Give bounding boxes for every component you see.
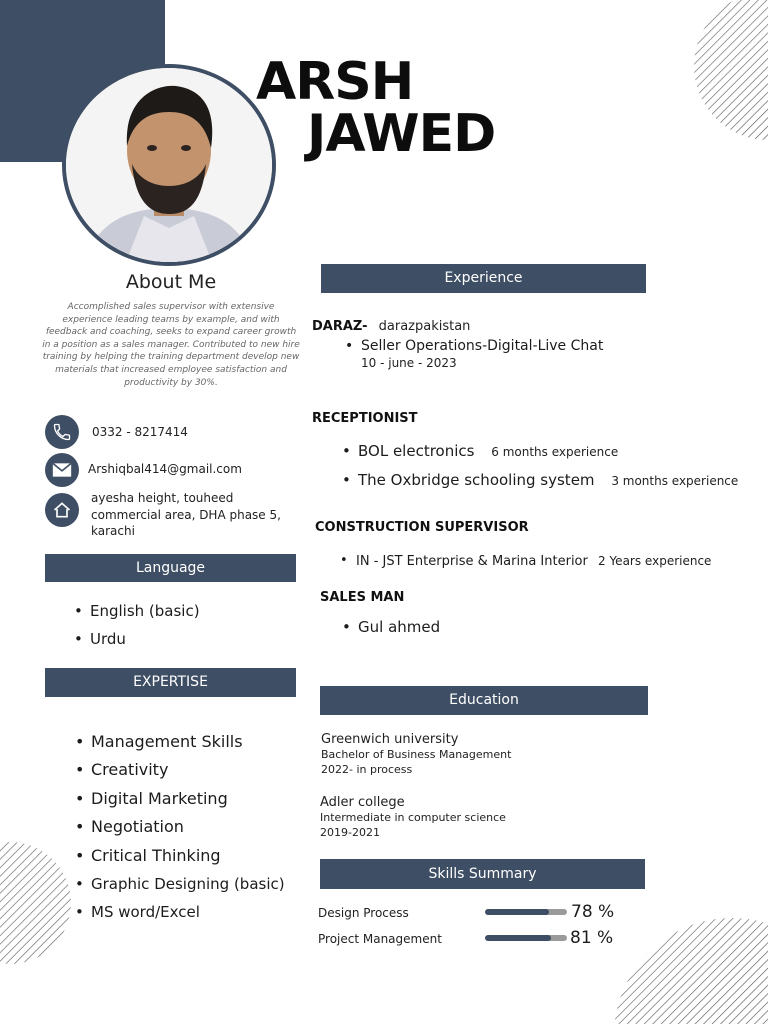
language-title: Language [45,554,296,582]
email-text: Arshiqbal414@gmail.com [88,462,242,476]
receptionist-place-2: The Oxbridge schooling system [358,471,595,489]
list-item: • Critical Thinking [75,842,285,870]
daraz-company: darazpakistan [378,319,471,334]
skill-bar-fill [485,909,549,915]
list-item: • Graphic Designing (basic) [75,870,285,898]
home-icon [45,493,79,527]
skill-name: Project Management [318,932,442,946]
list-item: • Gul ahmed [342,618,440,636]
daraz-label: DARAZ- [312,319,368,334]
skills-title: Skills Summary [320,859,645,889]
list-item: • English (basic) [74,597,200,625]
list-item [342,466,738,495]
education-years: 2022- in process [321,763,413,776]
sales-list [342,618,440,636]
list-item: • Creativity [75,756,285,784]
skill-percent: 81 % [570,928,614,948]
profile-photo-icon [66,68,272,262]
about-title: About Me [125,271,217,293]
construction-place: IN - JST Enterprise & Marina Interior [356,554,588,569]
list-item: • Negotiation [75,813,285,841]
list-item: • MS word/Excel [75,898,285,926]
education-school: Adler college [320,795,405,810]
hatched-circle-left [0,842,72,964]
daraz-date: 10 - june - 2023 [361,356,457,370]
skill-bar [485,909,567,915]
receptionist-duration-1: 6 months experience [491,445,619,459]
phone-text: 0332 - 8217414 [92,425,188,439]
phone-icon [45,415,79,449]
address-text: ayesha height, touheed commercial area, DHA phase 5, karachi [91,491,281,538]
receptionist-duration-2: 3 months experience [611,474,739,488]
education-entry [321,732,511,777]
daraz-role: Seller Operations-Digital-Live Chat [361,338,604,354]
name-last: JAWED [307,104,496,164]
list-item [340,552,711,571]
name-first: ARSH [256,52,414,112]
email-icon [45,453,79,487]
skill-percent: 78 % [571,902,615,922]
education-title: Education [320,686,648,715]
about-text: Accomplished sales supervisor with extensive experience leading teams by example, and with feedback and coaching, seeks to expand career growth in a position as a sales manager. Contributed to new hire training by helping the training department develop new materials that increased employee satisfaction and productivity by 30%. [42,302,300,388]
list-item: • Management Skills [75,728,285,756]
daraz-list [345,338,603,372]
skill-bar-fill [485,935,551,941]
construction-list [340,552,711,571]
receptionist-heading: RECEPTIONIST [312,411,418,426]
expertise-list [75,728,285,927]
list-item [345,338,603,372]
receptionist-place-1: BOL electronics [358,442,475,460]
education-degree: Intermediate in computer science [320,811,506,824]
hatched-circle-top-right [690,0,768,140]
skill-name: Design Process [318,906,409,920]
education-degree: Bachelor of Business Management [321,748,512,761]
daraz-heading [312,315,470,334]
skill-bar [485,935,567,941]
language-list [74,597,200,653]
sales-heading: SALES MAN [320,590,405,605]
education-school: Greenwich university [321,732,459,747]
education-years: 2019-2021 [320,826,380,839]
profile-photo [62,64,276,266]
construction-duration: 2 Years experience [598,554,712,568]
education-entry [320,795,506,840]
list-item [342,437,738,466]
hatched-circle-bottom-right [614,918,768,1024]
list-item: • Urdu [74,625,200,653]
list-item: • Digital Marketing [75,785,285,813]
receptionist-list [342,437,738,495]
experience-title: Experience [321,264,646,293]
construction-heading: CONSTRUCTION SUPERVISOR [315,520,529,535]
expertise-title: EXPERTISE [45,668,296,697]
